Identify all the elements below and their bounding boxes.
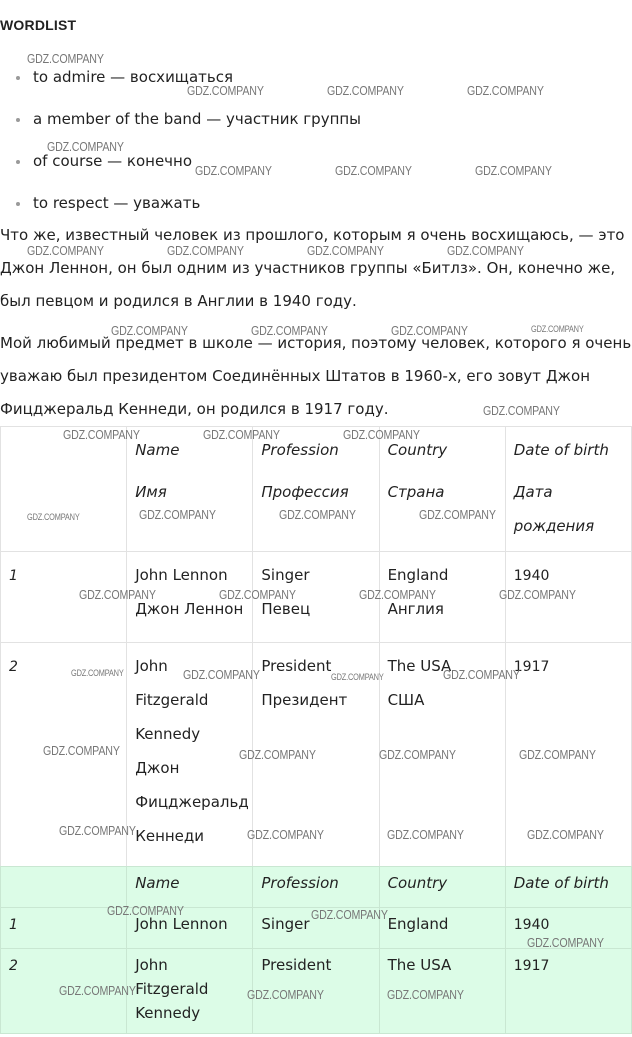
watermark: GDZ.COMPANY [519, 747, 596, 762]
watermark: GDZ.COMPANY [167, 243, 244, 258]
table-row [1, 643, 632, 868]
header-date-of-birth: Date of birth [505, 867, 631, 908]
watermark: GDZ.COMPANY [59, 823, 136, 838]
cell-country: The USA США [379, 643, 505, 868]
watermark: GDZ.COMPANY [27, 243, 104, 258]
watermark: GDZ.COMPANY [307, 243, 384, 258]
header-name: Name Имя [127, 427, 253, 552]
row-number: 1 [1, 908, 127, 949]
table-row [1, 552, 632, 643]
watermark: GDZ.COMPANY [499, 587, 576, 602]
watermark: GDZ.COMPANY [247, 827, 324, 842]
header-country: Country [379, 867, 505, 908]
watermark: GDZ.COMPANY [219, 587, 296, 602]
watermark: GDZ.COMPANY [527, 827, 604, 842]
watermark: GDZ.COMPANY [251, 323, 328, 338]
watermark: GDZ.COMPANY [203, 427, 280, 442]
cell-name: John Lennon Джон Леннон [127, 552, 253, 643]
header-name: Name [127, 867, 253, 908]
watermark: GDZ.COMPANY [79, 587, 156, 602]
watermark: GDZ.COMPANY [343, 427, 420, 442]
header-country: Country Страна [379, 427, 505, 552]
watermark: GDZ.COMPANY [531, 324, 584, 334]
cell-date: 1940 [505, 552, 631, 643]
watermark: GDZ.COMPANY [43, 743, 120, 758]
watermark: GDZ.COMPANY [279, 507, 356, 522]
row-number: 2 [1, 643, 127, 868]
cell-date: 1940 [505, 908, 631, 949]
list-item: to respect — уважать [14, 192, 361, 234]
watermark: GDZ.COMPANY [71, 668, 124, 678]
watermark: GDZ.COMPANY [419, 507, 496, 522]
watermark: GDZ.COMPANY [391, 323, 468, 338]
cell-date: 1917 [505, 949, 631, 1034]
cell-country: England Англия [379, 552, 505, 643]
table-header-row [1, 867, 632, 908]
watermark: GDZ.COMPANY [447, 243, 524, 258]
watermark: GDZ.COMPANY [331, 672, 384, 682]
watermark: GDZ.COMPANY [387, 987, 464, 1002]
list-item: a member of the band — участник группы [14, 108, 361, 150]
watermark: GDZ.COMPANY [527, 935, 604, 950]
watermark: GDZ.COMPANY [59, 983, 136, 998]
watermark: GDZ.COMPANY [27, 512, 80, 522]
table-cell [1, 427, 127, 552]
cell-name: John Fitzgerald Kennedy Джон Фицджеральд Кеннеди [127, 643, 253, 868]
table-row [1, 949, 632, 1034]
watermark: GDZ.COMPANY [195, 163, 272, 178]
watermark: GDZ.COMPANY [443, 667, 520, 682]
table-cell [1, 867, 127, 908]
watermark: GDZ.COMPANY [247, 987, 324, 1002]
watermark: GDZ.COMPANY [327, 83, 404, 98]
english-table [0, 866, 632, 1034]
watermark: GDZ.COMPANY [467, 83, 544, 98]
watermark: GDZ.COMPANY [387, 827, 464, 842]
row-number: 2 [1, 949, 127, 1034]
watermark: GDZ.COMPANY [47, 139, 124, 154]
watermark: GDZ.COMPANY [483, 403, 560, 418]
watermark: GDZ.COMPANY [335, 163, 412, 178]
cell-name: John Lennon [127, 908, 253, 949]
header-profession: Profession [253, 867, 379, 908]
bilingual-table [0, 426, 632, 868]
cell-country: The USA [379, 949, 505, 1034]
table-row [1, 908, 632, 949]
table-header-row [1, 427, 632, 552]
cell-profession: Singer Певец [253, 552, 379, 643]
watermark: GDZ.COMPANY [183, 667, 260, 682]
list-item: of course — конечно [14, 150, 361, 192]
watermark: GDZ.COMPANY [475, 163, 552, 178]
cell-profession: Singer [253, 908, 379, 949]
header-profession: Profession Профессия [253, 427, 379, 552]
watermark: GDZ.COMPANY [311, 907, 388, 922]
cell-country: England [379, 908, 505, 949]
wordlist [14, 66, 361, 234]
row-number: 1 [1, 552, 127, 643]
paragraph-kennedy: Мой любимый предмет в школе — история, поэтому человек, которого я очень уважаю был президентом Соединённых Штатов в 1960-х, его зовут Джон Фицджеральд Кеннеди, он родился в 1917 году. [0, 334, 632, 418]
watermark: GDZ.COMPANY [239, 747, 316, 762]
cell-profession: President [253, 949, 379, 1034]
header-date-of-birth: Date of birth Дата рождения [505, 427, 631, 552]
watermark: GDZ.COMPANY [139, 507, 216, 522]
watermark: GDZ.COMPANY [111, 323, 188, 338]
watermark: GDZ.COMPANY [187, 83, 264, 98]
cell-profession: President Президент [253, 643, 379, 868]
list-item: to admire — восхищаться [14, 66, 361, 108]
watermark: GDZ.COMPANY [27, 51, 104, 66]
watermark: GDZ.COMPANY [359, 587, 436, 602]
watermark: GDZ.COMPANY [107, 903, 184, 918]
watermark: GDZ.COMPANY [63, 427, 140, 442]
cell-name: John Fitzgerald Kennedy [127, 949, 253, 1034]
watermark: GDZ.COMPANY [379, 747, 456, 762]
wordlist-heading: WORDLIST [0, 17, 77, 33]
cell-date: 1917 [505, 643, 631, 868]
paragraph-lennon: Что же, известный человек из прошлого, которым я очень восхищаюсь, — это Джон Леннон, он был одним из участников группы «Битлз». Он, конечно же, был певцом и родился в Англии в 1940 году. [0, 226, 625, 310]
